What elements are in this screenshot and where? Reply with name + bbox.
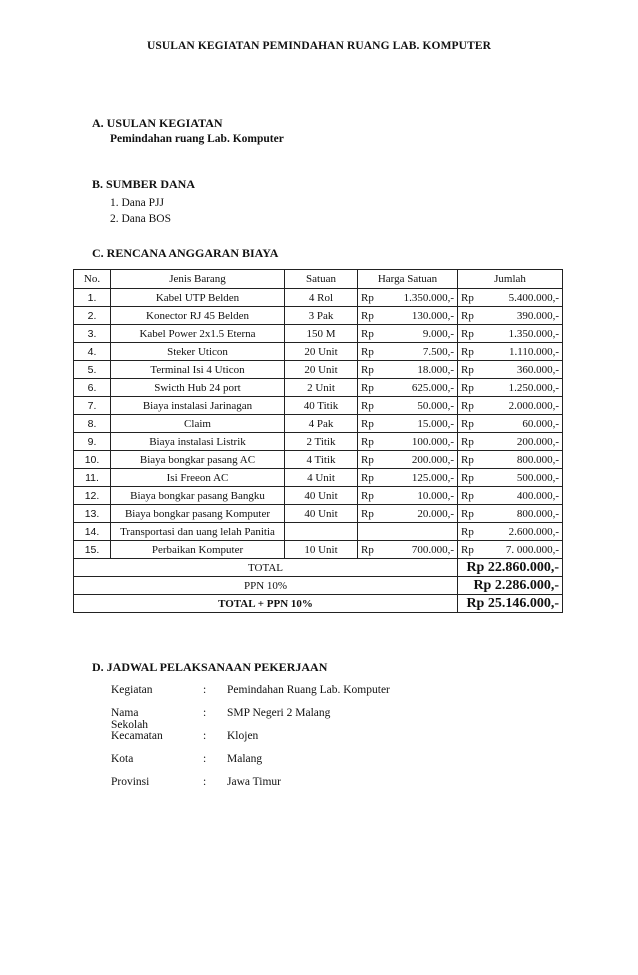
row-amount: 2.600.000,- bbox=[488, 523, 563, 541]
row-item-name: Terminal Isi 4 Uticon bbox=[111, 361, 285, 379]
row-item-name: Steker Uticon bbox=[111, 343, 285, 361]
row-unit: 4 Pak bbox=[285, 415, 358, 433]
grand-total-label: TOTAL + PPN 10% bbox=[74, 595, 458, 613]
row-price-currency: Rp bbox=[358, 397, 388, 415]
row-number: 14. bbox=[74, 523, 111, 541]
total-value: Rp 22.860.000,- bbox=[458, 559, 563, 577]
row-unit-price: 50.000,- bbox=[388, 397, 458, 415]
table-row bbox=[74, 289, 563, 307]
row-price-currency: Rp bbox=[358, 433, 388, 451]
section-c bbox=[92, 246, 278, 261]
row-amount-currency: Rp bbox=[458, 469, 488, 487]
row-unit: 40 Unit bbox=[285, 505, 358, 523]
row-item-name: Biaya instalasi Jarinagan bbox=[111, 397, 285, 415]
ppn-label: PPN 10% bbox=[74, 577, 458, 595]
schedule-value: Pemindahan Ruang Lab. Komputer bbox=[227, 684, 390, 696]
header-unit-price: Harga Satuan bbox=[358, 270, 458, 289]
schedule-label: Provinsi bbox=[111, 776, 150, 788]
funding-item: 1. Dana PJJ bbox=[110, 197, 164, 209]
table-row bbox=[74, 541, 563, 559]
row-number: 6. bbox=[74, 379, 111, 397]
table-row bbox=[74, 361, 563, 379]
schedule-label: Kota bbox=[111, 753, 134, 765]
table-row bbox=[74, 523, 563, 541]
row-number: 9. bbox=[74, 433, 111, 451]
funding-item: 2. Dana BOS bbox=[110, 213, 172, 225]
row-unit-price: 1.350.000,- bbox=[388, 289, 458, 307]
row-price-currency: Rp bbox=[358, 361, 388, 379]
row-number: 10. bbox=[74, 451, 111, 469]
row-amount: 1.110.000,- bbox=[488, 343, 563, 361]
row-item-name: Kabel Power 2x1.5 Eterna bbox=[111, 325, 285, 343]
row-amount: 7. 000.000,- bbox=[488, 541, 563, 559]
row-amount: 800.000,- bbox=[488, 505, 563, 523]
row-item-name: Claim bbox=[111, 415, 285, 433]
row-amount: 1.250.000,- bbox=[488, 379, 563, 397]
row-number: 12. bbox=[74, 487, 111, 505]
row-unit-price: 100.000,- bbox=[388, 433, 458, 451]
section-d-heading: D. JADWAL PELAKSANAAN PEKERJAAN bbox=[92, 660, 328, 674]
row-number: 11. bbox=[74, 469, 111, 487]
row-unit-price: 200.000,- bbox=[388, 451, 458, 469]
row-price-currency bbox=[358, 523, 388, 541]
row-unit: 4 Unit bbox=[285, 469, 358, 487]
row-unit-price: 9.000,- bbox=[388, 325, 458, 343]
row-unit-price: 20.000,- bbox=[388, 505, 458, 523]
row-price-currency: Rp bbox=[358, 469, 388, 487]
row-item-name: Biaya bongkar pasang AC bbox=[111, 451, 285, 469]
row-unit-price bbox=[388, 523, 458, 541]
row-price-currency: Rp bbox=[358, 325, 388, 343]
row-number: 3. bbox=[74, 325, 111, 343]
row-unit: 4 Rol bbox=[285, 289, 358, 307]
row-amount-currency: Rp bbox=[458, 289, 488, 307]
table-row bbox=[74, 487, 563, 505]
row-unit: 40 Unit bbox=[285, 487, 358, 505]
row-amount-currency: Rp bbox=[458, 487, 488, 505]
row-amount-currency: Rp bbox=[458, 433, 488, 451]
row-number: 5. bbox=[74, 361, 111, 379]
row-unit: 2 Unit bbox=[285, 379, 358, 397]
row-unit-price: 10.000,- bbox=[388, 487, 458, 505]
row-amount: 1.350.000,- bbox=[488, 325, 563, 343]
row-amount: 5.400.000,- bbox=[488, 289, 563, 307]
row-item-name: Biaya instalasi Listrik bbox=[111, 433, 285, 451]
row-unit: 10 Unit bbox=[285, 541, 358, 559]
budget-table bbox=[73, 269, 563, 613]
row-amount: 2.000.000,- bbox=[488, 397, 563, 415]
row-unit-price: 18.000,- bbox=[388, 361, 458, 379]
row-price-currency: Rp bbox=[358, 415, 388, 433]
row-unit-price: 7.500,- bbox=[388, 343, 458, 361]
row-unit-price: 15.000,- bbox=[388, 415, 458, 433]
row-price-currency: Rp bbox=[358, 487, 388, 505]
row-item-name: Konector RJ 45 Belden bbox=[111, 307, 285, 325]
grand-total-row bbox=[74, 595, 563, 613]
row-number: 4. bbox=[74, 343, 111, 361]
row-amount-currency: Rp bbox=[458, 343, 488, 361]
table-row bbox=[74, 379, 563, 397]
table-row bbox=[74, 433, 563, 451]
row-amount-currency: Rp bbox=[458, 505, 488, 523]
row-item-name: Isi Freeon AC bbox=[111, 469, 285, 487]
row-unit-price: 130.000,- bbox=[388, 307, 458, 325]
row-price-currency: Rp bbox=[358, 451, 388, 469]
table-row bbox=[74, 325, 563, 343]
table-row bbox=[74, 469, 563, 487]
schedule-separator: : bbox=[203, 684, 207, 696]
row-amount-currency: Rp bbox=[458, 541, 488, 559]
row-number: 2. bbox=[74, 307, 111, 325]
row-unit-price: 625.000,- bbox=[388, 379, 458, 397]
row-number: 15. bbox=[74, 541, 111, 559]
table-header-row bbox=[74, 270, 563, 289]
section-a bbox=[92, 116, 284, 145]
table-row bbox=[74, 505, 563, 523]
section-c-heading: C. RENCANA ANGGARAN BIAYA bbox=[92, 246, 279, 260]
row-amount: 500.000,- bbox=[488, 469, 563, 487]
row-price-currency: Rp bbox=[358, 289, 388, 307]
row-unit-price: 700.000,- bbox=[388, 541, 458, 559]
section-d bbox=[92, 660, 327, 675]
row-amount-currency: Rp bbox=[458, 397, 488, 415]
row-unit: 20 Unit bbox=[285, 343, 358, 361]
row-amount-currency: Rp bbox=[458, 361, 488, 379]
row-item-name: Kabel UTP Belden bbox=[111, 289, 285, 307]
row-amount: 800.000,- bbox=[488, 451, 563, 469]
row-unit: 4 Titik bbox=[285, 451, 358, 469]
row-item-name: Swicth Hub 24 port bbox=[111, 379, 285, 397]
ppn-row bbox=[74, 577, 563, 595]
schedule-value: SMP Negeri 2 Malang bbox=[227, 707, 331, 719]
section-b-heading: B. SUMBER DANA bbox=[92, 177, 196, 191]
row-unit: 2 Titik bbox=[285, 433, 358, 451]
schedule-value: Malang bbox=[227, 753, 263, 765]
row-amount: 400.000,- bbox=[488, 487, 563, 505]
schedule-value: Klojen bbox=[227, 730, 259, 742]
row-amount: 360.000,- bbox=[488, 361, 563, 379]
total-label: TOTAL bbox=[74, 559, 458, 577]
row-price-currency: Rp bbox=[358, 541, 388, 559]
schedule-separator: : bbox=[203, 730, 207, 742]
row-amount: 60.000,- bbox=[488, 415, 563, 433]
row-amount-currency: Rp bbox=[458, 451, 488, 469]
row-item-name: Perbaikan Komputer bbox=[111, 541, 285, 559]
row-item-name: Transportasi dan uang lelah Panitia bbox=[111, 523, 285, 541]
document-title: USULAN KEGIATAN PEMINDAHAN RUANG LAB. KOMPUTER bbox=[146, 40, 492, 52]
total-row bbox=[74, 559, 563, 577]
header-unit: Satuan bbox=[285, 270, 358, 289]
funding-list bbox=[92, 195, 195, 227]
row-price-currency: Rp bbox=[358, 343, 388, 361]
row-amount-currency: Rp bbox=[458, 379, 488, 397]
row-amount-currency: Rp bbox=[458, 325, 488, 343]
header-item: Jenis Barang bbox=[111, 270, 285, 289]
section-b bbox=[92, 177, 195, 227]
row-item-name: Biaya bongkar pasang Komputer bbox=[111, 505, 285, 523]
table-row bbox=[74, 415, 563, 433]
row-price-currency: Rp bbox=[358, 379, 388, 397]
ppn-value: Rp 2.286.000,- bbox=[458, 577, 563, 595]
schedule-label: Kecamatan bbox=[111, 730, 163, 742]
row-unit: 20 Unit bbox=[285, 361, 358, 379]
schedule-value: Jawa Timur bbox=[227, 776, 281, 788]
row-price-currency: Rp bbox=[358, 505, 388, 523]
schedule-separator: : bbox=[203, 776, 207, 788]
row-amount-currency: Rp bbox=[458, 523, 488, 541]
row-amount: 390.000,- bbox=[488, 307, 563, 325]
row-amount-currency: Rp bbox=[458, 415, 488, 433]
section-a-heading: A. USULAN KEGIATAN bbox=[92, 116, 223, 130]
schedule-separator: : bbox=[203, 707, 207, 719]
grand-total-value: Rp 25.146.000,- bbox=[458, 595, 563, 613]
row-unit bbox=[285, 523, 358, 541]
row-amount-currency: Rp bbox=[458, 307, 488, 325]
row-number: 13. bbox=[74, 505, 111, 523]
row-number: 8. bbox=[74, 415, 111, 433]
row-unit: 3 Pak bbox=[285, 307, 358, 325]
row-item-name: Biaya bongkar pasang Bangku bbox=[111, 487, 285, 505]
row-number: 1. bbox=[74, 289, 111, 307]
schedule-label: Kegiatan bbox=[111, 684, 153, 696]
table-row bbox=[74, 307, 563, 325]
schedule-separator: : bbox=[203, 753, 207, 765]
table-row bbox=[74, 451, 563, 469]
row-unit: 40 Titik bbox=[285, 397, 358, 415]
table-row bbox=[74, 343, 563, 361]
row-amount: 200.000,- bbox=[488, 433, 563, 451]
row-price-currency: Rp bbox=[358, 307, 388, 325]
schedule-label: Nama Sekolah bbox=[111, 707, 149, 731]
row-unit: 150 M bbox=[285, 325, 358, 343]
row-number: 7. bbox=[74, 397, 111, 415]
header-amount: Jumlah bbox=[458, 270, 563, 289]
table-row bbox=[74, 397, 563, 415]
row-unit-price: 125.000,- bbox=[388, 469, 458, 487]
section-a-text: Pemindahan ruang Lab. Komputer bbox=[110, 133, 284, 145]
header-no: No. bbox=[74, 270, 111, 289]
